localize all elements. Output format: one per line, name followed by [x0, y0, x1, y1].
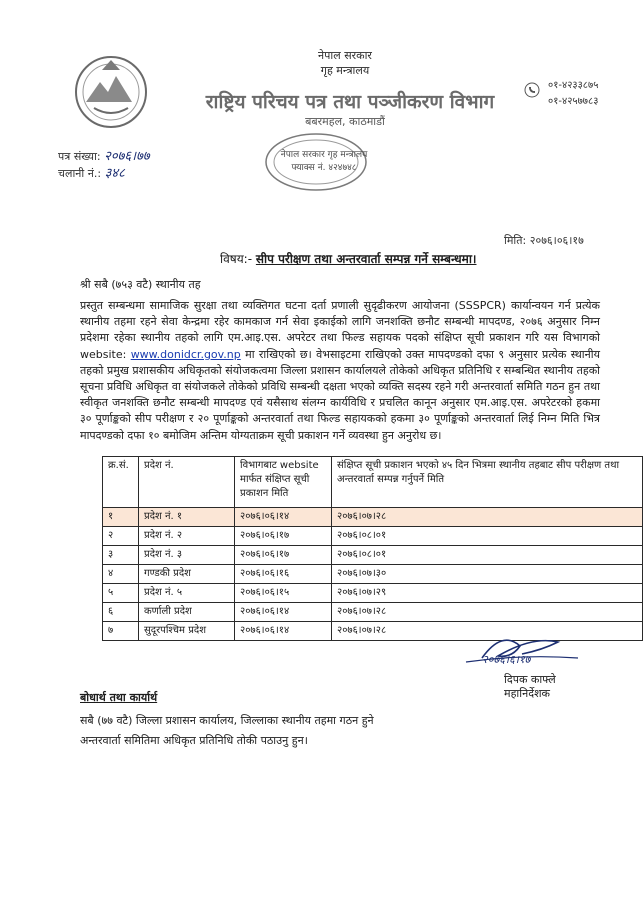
- date-label: मिति:: [504, 234, 527, 247]
- phone-number-2: ०१-४२५७७८३: [548, 96, 599, 107]
- table-header: क्र.सं.: [103, 457, 139, 508]
- table-row: [103, 527, 643, 546]
- date-value: २०७६।०६।१७: [529, 234, 584, 247]
- subject-label: विषय:-: [220, 252, 253, 266]
- table-cell: २०७६।०६।१६: [235, 565, 332, 584]
- signer-name: दिपक काफ्ले: [504, 673, 556, 686]
- gov-line-1: नेपाल सरकार: [318, 49, 372, 62]
- table-cell: प्रदेश नं. १: [139, 508, 235, 527]
- dispatch-label: चलानी नं.:: [58, 167, 102, 180]
- letter-date: [504, 233, 584, 248]
- table-cell: ३: [103, 546, 139, 565]
- table-cell: १: [103, 508, 139, 527]
- addressee: श्री सबै (७५३ वटै) स्थानीय तह: [80, 278, 201, 291]
- table-cell: २०७६।०६।१४: [235, 508, 332, 527]
- table-header: संक्षिप्त सूची प्रकाशन भएको ४५ दिन भित्रमा स्थानीय तहबाट सीप परीक्षण तथा अन्तरवार्ता सम्पन्न गर्नुपर्ने मिति: [332, 457, 643, 508]
- table-cell: २०७६।०७।३०: [332, 565, 643, 584]
- reference-number: [58, 146, 150, 164]
- body-text-part-2: मा राखिएको छ। वेभसाइटमा राखिएको उक्त मापदण्डको दफा ९ अनुसार प्रत्येक स्थानीय तहको प्रमुख प्रशासकीय अधिकृतको संयोजकत्वमा जिल्ला प्रशासन कार्यालयले तोकेको अधिकृत प्रतिनिधि र सम्बन्धित स्थानीय तहको सूचना प्रविधि अधिकृत वा संयोजकले तोकेको प्रविधि सम्बन्धी दक्षता भएको व्यक्ति सदस्य रहने गरी अन्तरवार्ता समिति गठन हुन तथा स्वीकृत जनशक्ति छनौट सम्बन्धी मापदण्ड एवं यसैसाथ संलग्न कार्यविधि र प्रचलित कानून अनुसार एम.आइ.एस. अपरेटरको हकमा ३० पूर्णाङ्कको सीप परीक्षण र २० पूर्णाङ्कको अन्तरवार्ता तथा फिल्ड सहायकको हकमा ३० पूर्णाङ्कको अन्तरवार्ता लिई निम्न मिति भित्र मापदण्डको दफा १० बमोजिम अन्तिम योग्यताक्रम सूची प्रकाशन गर्ने व्यवस्था हुन अनुरोध छ।: [80, 347, 600, 442]
- table-cell: प्रदेश नं. ५: [139, 584, 235, 603]
- table-cell: २०७६।०६।१४: [235, 603, 332, 622]
- website-link[interactable]: www.donidcr.gov.np: [130, 347, 241, 361]
- table-row: [103, 565, 643, 584]
- table-cell: २०७६।०६।१५: [235, 584, 332, 603]
- subject-text: सीप परीक्षण तथा अन्तरवार्ता सम्पन्न गर्ने सम्बन्धमा।: [255, 252, 477, 266]
- table-row: [103, 546, 643, 565]
- table-cell: सुदूरपश्चिम प्रदेश: [139, 622, 235, 641]
- signature-date: २०७६।६।१७: [482, 653, 531, 666]
- reference-value: २०७६।७७: [104, 149, 150, 164]
- stamp-text: नेपाल सरकार गृह मन्त्रालय फ्याक्स नं. ४२४७४८: [280, 150, 368, 173]
- table-cell: प्रदेश नं. ३: [139, 546, 235, 565]
- table-cell: २०७६।०६।१७: [235, 527, 332, 546]
- table-cell: कर्णाली प्रदेश: [139, 603, 235, 622]
- table-cell: ७: [103, 622, 139, 641]
- phone-numbers: [548, 78, 598, 110]
- schedule-table: [102, 456, 643, 641]
- subject-line: [220, 250, 476, 267]
- gov-heading: [300, 48, 390, 78]
- table-header-row: [103, 457, 643, 508]
- table-cell: ४: [103, 565, 139, 584]
- dispatch-value: ३४८: [104, 166, 125, 181]
- table-row: [103, 603, 643, 622]
- table-cell: गण्डकी प्रदेश: [139, 565, 235, 584]
- table-cell: २: [103, 527, 139, 546]
- table-row: [103, 508, 643, 527]
- table-cell: २०७६।०८।०१: [332, 546, 643, 565]
- body-paragraph: [80, 298, 600, 444]
- body-text-part-1: प्रस्तुत सम्बन्धमा सामाजिक सुरक्षा तथा व्यक्तिगत घटना दर्ता प्रणाली सुदृढीकरण आयोजना (SSSPCR) कार्यान्वयन गर्न प्रत्येक स्थानीय तहमा रहने सेवा केन्द्रमा रहेर कामकाज गर्न सेवा इकाईको लागि जनशक्ति छनौट सम्बन्धी मापदण्ड, २०७६ अनुसार निम्न प्रदेशमा रहेका स्थानीय तहको लागि एम.आइ.एस. अपरेटर तथा फिल्ड सहायक पदको संक्षिप्त सूची प्रकाशन गरि यस विभागको website:: [80, 299, 600, 361]
- phone-number-1: ०१-४२३३८७५: [548, 80, 599, 91]
- cc-text: सबै (७७ वटै) जिल्ला प्रशासन कार्यालय, जिल्लाका स्थानीय तहमा गठन हुने अन्तरवार्ता समितिमा अधिकृत प्रतिनिधि तोकी पठाउनु हुन।: [80, 714, 374, 747]
- table-cell: २०७६।०७।२८: [332, 622, 643, 641]
- table-cell: प्रदेश नं. २: [139, 527, 235, 546]
- department-title: राष्ट्रिय परिचय पत्र तथा पञ्जीकरण विभाग: [205, 91, 495, 113]
- table-header: विभागबाट website मार्फत संक्षिप्त सूची प्रकाशन मिति: [235, 457, 332, 508]
- table-cell: २०७६।०६।१४: [235, 622, 332, 641]
- cc-heading: बोधार्थ तथा कार्यार्थ: [80, 691, 158, 704]
- table-cell: २०७६।०७।२८: [332, 508, 643, 527]
- reference-label: पत्र संख्या:: [58, 150, 101, 163]
- phone-icon: [524, 82, 540, 98]
- gov-line-2: गृह मन्त्रालय: [320, 64, 370, 77]
- table-cell: ५: [103, 584, 139, 603]
- table-cell: २०७६।०७।२९: [332, 584, 643, 603]
- table-header: प्रदेश नं.: [139, 457, 235, 508]
- table-cell: २०७६।०६।१७: [235, 546, 332, 565]
- table-cell: २०७६।०७।२८: [332, 603, 643, 622]
- dispatch-number: [58, 163, 125, 181]
- nepal-emblem-icon: [72, 52, 150, 130]
- department-location: बबरमहल, काठमाडौं: [305, 115, 385, 128]
- table-row: [103, 584, 643, 603]
- table-cell: २०७६।०८।०१: [332, 527, 643, 546]
- table-cell: ६: [103, 603, 139, 622]
- signer-title: महानिर्देशक: [504, 687, 550, 700]
